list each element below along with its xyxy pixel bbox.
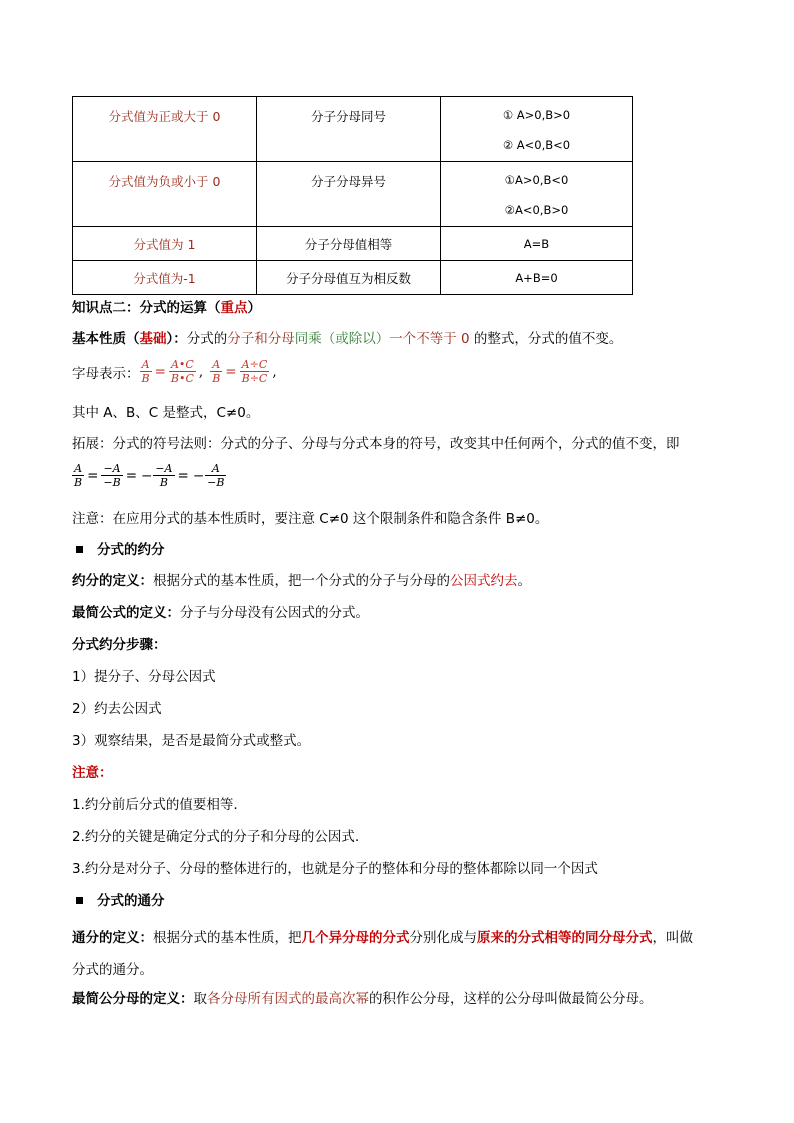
- row1-case-b: ② A<0,B<0: [502, 138, 571, 152]
- lcd-definition: 最简公分母的定义：取各分母所有因式的最高次幂的积作公分母，这样的公分母叫做最简公分母。: [72, 991, 653, 1007]
- table-row: [73, 97, 633, 162]
- sign-rule-formula: $\frac{A}{B}$ = $\frac{-A}{-B}$ = − $\frac{-A}{B}$ = − $\frac{A}{-B}$: [74, 462, 225, 489]
- row4-case: A+B=0: [441, 261, 633, 295]
- row3-condition: 分式值为 1: [73, 227, 257, 261]
- row3-rule: 分子分母值相等: [257, 227, 441, 261]
- extend-rule: 拓展：分式的符号法则：分式的分子、分母与分式本身的符号，改变其中任何两个，分式的值不变，即: [72, 436, 680, 452]
- bullet-square-icon: [76, 897, 83, 904]
- fraction-a-b-2: $\frac{A}{B}$: [212, 358, 221, 385]
- list-item: 3.约分是对分子、分母的整体进行的，也就是分子的整体和分母的整体都除以同一个因式: [72, 861, 598, 877]
- list-item: 3）观察结果，是否是最简分式或整式。: [72, 733, 311, 749]
- row3-case: A=B: [441, 227, 633, 261]
- row4-condition: 分式值为-1: [73, 261, 257, 295]
- list-item: 1.约分前后分式的值要相等.: [72, 797, 238, 813]
- row4-rule: 分子分母值互为相反数: [257, 261, 441, 295]
- letters-label: 字母表示：: [72, 365, 140, 382]
- tongfen-heading: 分式的通分: [72, 891, 724, 911]
- row2-case-a: ①A>0,B<0: [504, 173, 569, 187]
- row1-case-a: ① A>0,B>0: [502, 108, 571, 122]
- row1-rule: 分子分母同号: [310, 109, 386, 124]
- list-item: 1）提分子、分母公因式: [72, 669, 216, 685]
- note-condition: 注意：在应用分式的基本性质时，要注意 C≠0 这个限制条件和隐含条件 B≠0。: [72, 511, 549, 527]
- row1-condition: 分式值为正或大于 0: [108, 109, 221, 124]
- fraction-adivc-bdivc: $\frac{A\div C}{B\div C}$: [241, 358, 268, 385]
- basic-property: 基本性质（基础）：分式的分子和分母同乘（或除以）一个不等于 0 的整式，分式的值不变。: [72, 331, 623, 347]
- row2-condition: 分式值为负或小于 0: [108, 174, 221, 189]
- table-row: [73, 227, 633, 261]
- yuefen-heading: 分式的约分: [72, 540, 724, 560]
- condition-table: [72, 96, 633, 295]
- fraction-a-b: $\frac{A}{B}$: [141, 358, 150, 385]
- fraction-nega-b: $\frac{-A}{B}$: [155, 462, 173, 489]
- tongfen-definition: 通分的定义：根据分式的基本性质，把几个异分母的分式分别化成与原来的分式相等的同分母分式，叫做 分式的通分。: [72, 930, 693, 978]
- fraction-nega-negb: $\frac{-A}{-B}$: [103, 462, 121, 489]
- letters-note: 其中 A、B、C 是整式，C≠0。: [72, 405, 260, 421]
- list-item: 2.约分的关键是确定分式的分子和分母的公因式.: [72, 829, 360, 845]
- yuefen-note-label: 注意：: [72, 765, 113, 781]
- page-content: [72, 96, 724, 1007]
- yuefen-definition: 约分的定义：根据分式的基本性质，把一个分式的分子与分母的公因式约去。: [72, 573, 531, 589]
- knowledge-point-2-heading: 知识点二：分式的运算（重点）: [72, 300, 261, 316]
- table-row: [73, 162, 633, 227]
- yuefen-steps-label: 分式约分步骤：: [72, 637, 167, 653]
- bullet-square-icon: [76, 546, 83, 553]
- simplest-definition: 最简公式的定义：分子与分母没有公因式的分式。: [72, 605, 369, 621]
- fraction-a-negb: $\frac{A}{-B}$: [207, 462, 225, 489]
- fraction-ac-bc: $\frac{A•C}{B•C}$: [170, 358, 194, 385]
- row2-case-b: ②A<0,B>0: [504, 203, 569, 217]
- table-row: [73, 261, 633, 295]
- letter-representation: 字母表示： $\frac{A}{B}$ = $\frac{A•C}{B•C}$ , $\frac{A}{B}$ = $\frac{A\div C}{B\div C}$ ,: [72, 358, 277, 385]
- fraction-a-b: $\frac{A}{B}$: [74, 462, 83, 489]
- list-item: 2）约去公因式: [72, 701, 162, 717]
- row2-rule: 分子分母异号: [310, 174, 386, 189]
